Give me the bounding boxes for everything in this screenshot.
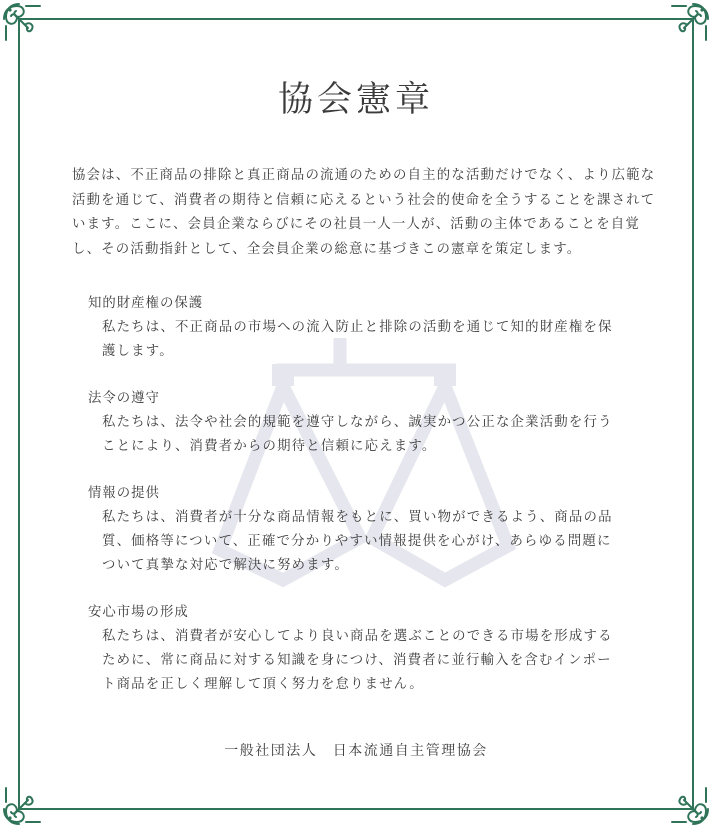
flourish-corner-icon (0, 0, 46, 46)
association-signature: 一般社団法人 日本流通自主管理協会 (224, 743, 488, 759)
page-title: 協会憲章 (277, 80, 434, 120)
article-title: 知的財産権の保護 (88, 296, 204, 311)
article-safe-market (88, 601, 628, 697)
article-body: 私たちは、消費者が安心してより良い商品を選ぶことのできる市場を形成するために、常に商品に対する知識を身につけ、消費者に並行輸入を含むインポート商品を正しく理解して頂く努力を怠りません。 (102, 629, 613, 692)
flourish-corner-icon (666, 782, 712, 828)
flourish-corner-icon (666, 0, 712, 46)
charter-preamble: 協会は、不正商品の排除と真正商品の流通のための自主的な活動だけでなく、より広範な活動を通じて、消費者の期待と信頼に応えるという社会的使命を全うすることを課されています。ここに、会員企業ならびにその社員一人一人が、活動の主体であることを自覚し、その活動指針として、全会員企業の総意に基づきこの憲章を策定します。 (72, 168, 656, 257)
article-title: 情報の提供 (88, 486, 160, 501)
article-information-provision (88, 482, 628, 578)
article-body: 私たちは、消費者が十分な商品情報をもとに、買い物ができるよう、商品の品質、価格等について、正確で分かりやすい情報提供を心がけ、あらゆる問題について真摯な対応で解決に努めます。 (102, 510, 613, 573)
article-intellectual-property (88, 292, 628, 364)
article-legal-compliance (88, 387, 628, 459)
article-title: 安心市場の形成 (88, 605, 189, 620)
article-body: 私たちは、法令や社会的規範を遵守しながら、誠実かつ公正な企業活動を行うことにより、消費者からの期待と信頼に応えます。 (102, 415, 613, 454)
charter-articles (88, 292, 628, 720)
article-title: 法令の遵守 (88, 391, 160, 406)
flourish-corner-icon (0, 782, 46, 828)
article-body: 私たちは、不正商品の市場への流入防止と排除の活動を通じて知的財産権を保護します。 (102, 320, 613, 359)
